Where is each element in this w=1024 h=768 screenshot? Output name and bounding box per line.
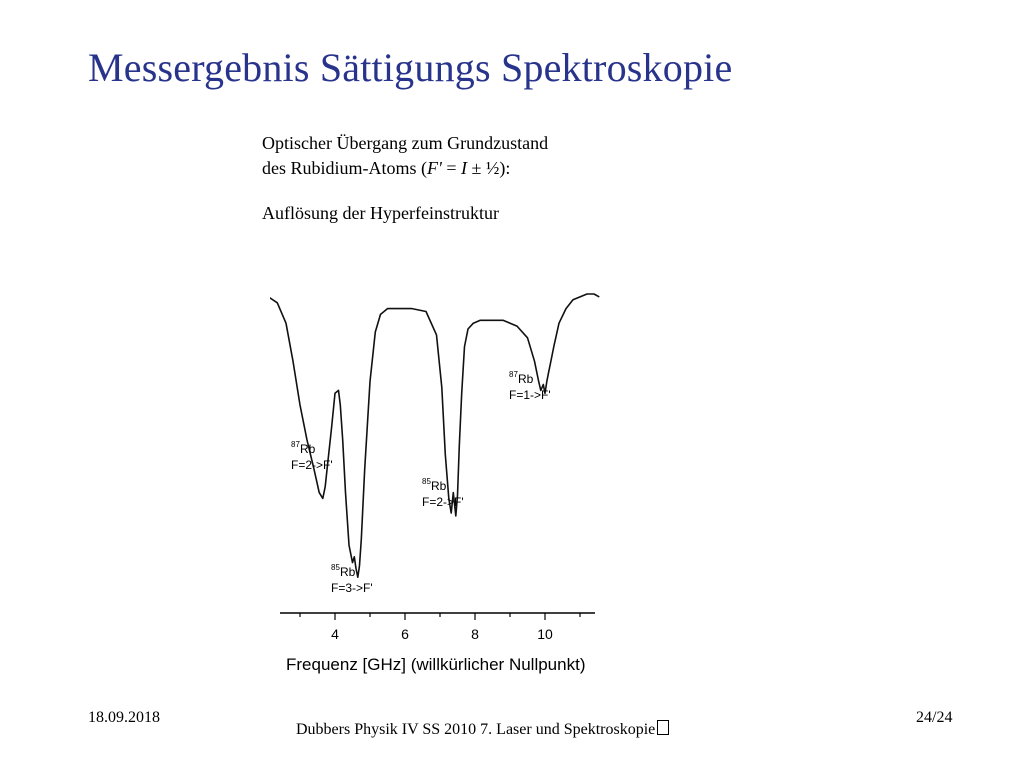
isotope-mass: 87: [291, 440, 300, 449]
formula-symbol-i: I: [461, 158, 468, 178]
peak-annotations: [291, 370, 551, 595]
x-axis: [270, 613, 595, 642]
description-block: [262, 131, 548, 181]
spectrum-chart: [270, 280, 610, 680]
transition-label: F=2->F': [291, 458, 333, 472]
transition-label: F=2->F': [422, 495, 464, 509]
footer-center: [296, 720, 669, 739]
isotope-mass: 85: [422, 477, 431, 486]
formula-symbol-f: F': [427, 158, 442, 178]
description-line-2-suffix: ± ½):: [467, 158, 511, 178]
peak-label: [331, 563, 373, 595]
element-symbol: Rb: [431, 479, 447, 493]
x-tick-label: 4: [331, 626, 339, 642]
description-line-2: [262, 156, 548, 181]
x-tick-label: 8: [471, 626, 479, 642]
footer-center-text: Dubbers Physik IV SS 2010 7. Laser und Spektroskopie: [296, 721, 656, 738]
peak-label: [291, 440, 333, 472]
element-symbol: Rb: [340, 565, 356, 579]
plot-area: [270, 294, 599, 577]
transition-label: F=1->F': [509, 388, 551, 402]
description-line-3: Auflösung der Hyperfeinstruktur: [262, 203, 499, 223]
isotope-mass: 87: [509, 370, 518, 379]
missing-glyph-box: [657, 720, 669, 735]
element-symbol: Rb: [300, 442, 316, 456]
element-symbol: Rb: [518, 372, 534, 386]
formula-equals: =: [441, 158, 462, 178]
spectrum-line: [270, 294, 599, 577]
x-tick-label: 10: [537, 626, 553, 642]
x-axis-label: Frequenz [GHz] (willkürlicher Nullpunkt): [286, 655, 586, 674]
x-tick-label: 6: [401, 626, 409, 642]
transition-label: F=3->F': [331, 581, 373, 595]
footer-page-number: 24/24: [916, 709, 953, 726]
isotope-mass: 85: [331, 563, 340, 572]
slide-title: Messergebnis Sättigungs Spektroskopie: [88, 45, 733, 90]
description-line-1: Optischer Übergang zum Grundzustand: [262, 133, 549, 153]
footer-date: 18.09.2018: [88, 709, 160, 726]
description-line-2-prefix: des Rubidium-Atoms (: [262, 158, 427, 178]
